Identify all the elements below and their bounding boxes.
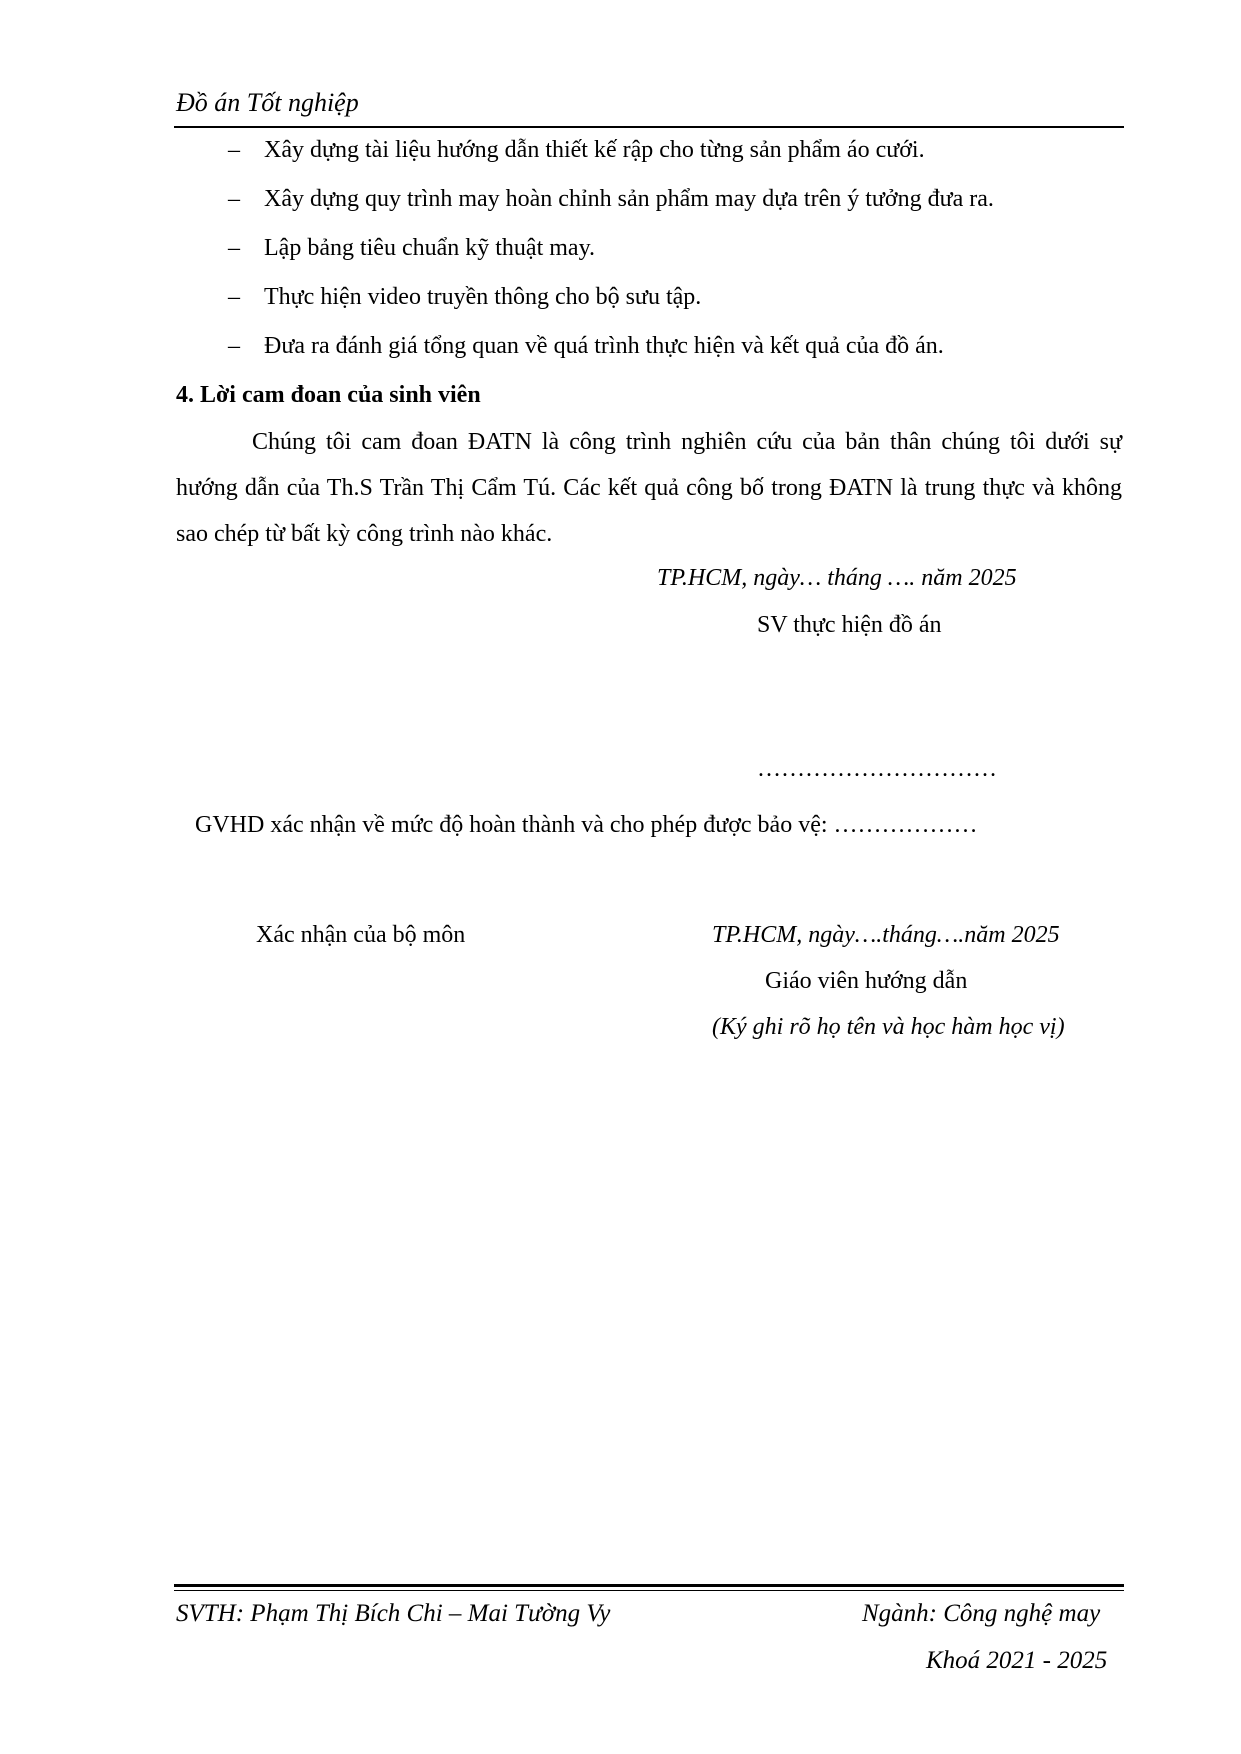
list-item: Xây dựng quy trình may hoàn chỉnh sản phẩm may dựa trên ý tưởng đưa ra. xyxy=(264,186,994,212)
list-item: Đưa ra đánh giá tổng quan về quá trình thực hiện và kết quả của đồ án. xyxy=(264,333,944,359)
advisor-date-line: TP.HCM, ngày….tháng….năm 2025 xyxy=(712,922,1060,948)
footer-rule-thin xyxy=(174,1590,1124,1591)
header-rule xyxy=(174,126,1124,128)
bullet-marker: – xyxy=(228,333,240,359)
footer-rule-thick xyxy=(174,1584,1124,1587)
commitment-paragraph: Chúng tôi cam đoan ĐATN là công trình nghiên cứu của bản thân chúng tôi dưới sự hướng dẫn của Th.S Trần Thị Cẩm Tú. Các kết quả công bố trong ĐATN là trung thực và không sao chép từ bất kỳ công trình nào khác. xyxy=(176,429,1122,547)
document-header-title: Đồ án Tốt nghiệp xyxy=(176,88,359,117)
list-item: Xây dựng tài liệu hướng dẫn thiết kế rập cho từng sản phẩm áo cưới. xyxy=(264,137,925,163)
list-item: Lập bảng tiêu chuẩn kỹ thuật may. xyxy=(264,235,596,261)
advisor-confirmation-line: GVHD xác nhận về mức độ hoàn thành và cho phép được bảo vệ: ……………… xyxy=(195,812,978,838)
bullet-marker: – xyxy=(228,186,240,212)
student-role-label: SV thực hiện đồ án xyxy=(757,612,942,638)
bullet-marker: – xyxy=(228,137,240,163)
student-date-line: TP.HCM, ngày… tháng …. năm 2025 xyxy=(657,565,1017,591)
advisor-role-label: Giáo viên hướng dẫn xyxy=(765,968,968,994)
student-signature-dots: ………………………… xyxy=(757,756,997,782)
footer-students: SVTH: Phạm Thị Bích Chi – Mai Tường Vy xyxy=(176,1600,611,1627)
section-heading: 4. Lời cam đoan của sinh viên xyxy=(176,382,481,408)
department-confirmation-label: Xác nhận của bộ môn xyxy=(256,922,466,948)
footer-course: Khoá 2021 - 2025 xyxy=(926,1647,1108,1674)
list-item: Thực hiện video truyền thông cho bộ sưu tập. xyxy=(264,284,702,310)
bullet-marker: – xyxy=(228,284,240,310)
advisor-signature-note: (Ký ghi rõ họ tên và học hàm học vị) xyxy=(712,1014,1065,1040)
bullet-marker: – xyxy=(228,235,240,261)
footer-major: Ngành: Công nghệ may xyxy=(862,1600,1101,1627)
